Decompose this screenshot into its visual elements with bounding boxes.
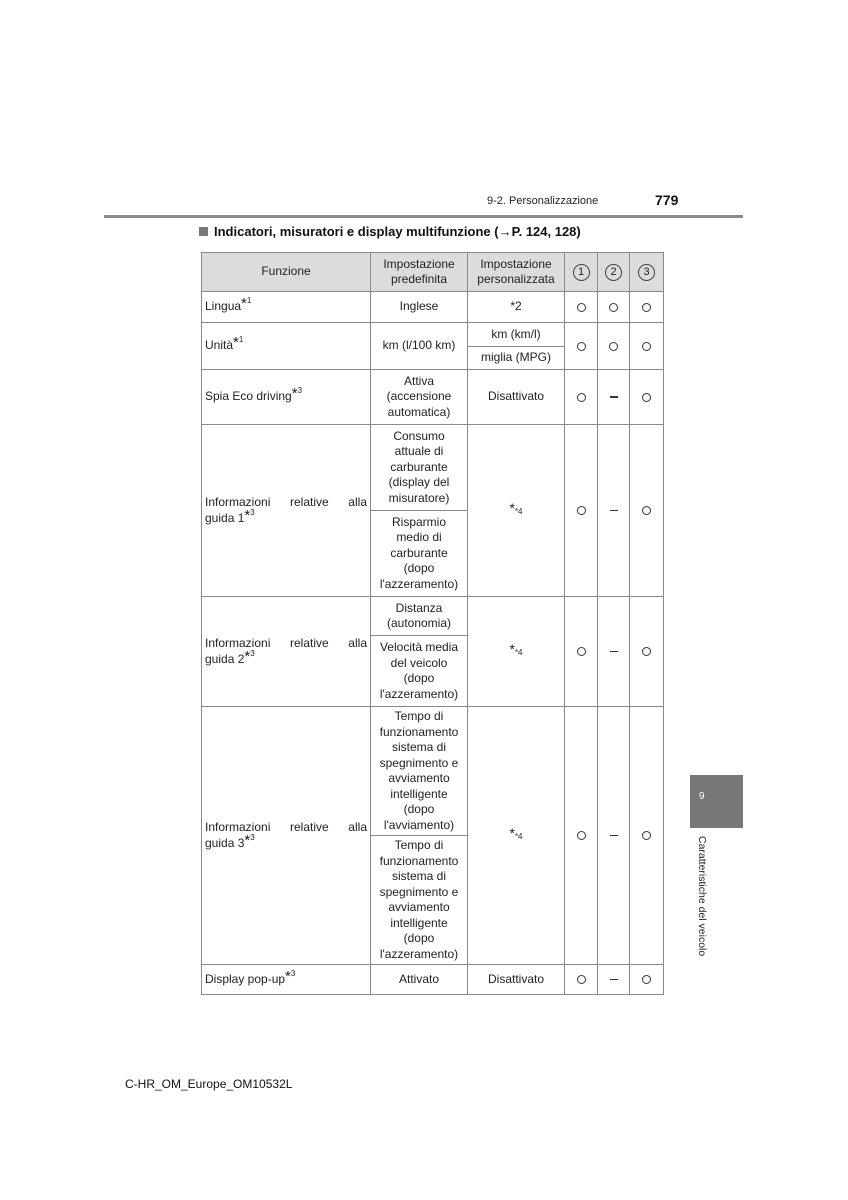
dash-icon [610, 651, 618, 652]
default-cell: Tempo di funzionamento sistema di spegnimento e avviamento intelligente (dopo l'avviamento) [371, 707, 468, 836]
method-2-cell [598, 292, 630, 323]
circle-icon [609, 342, 618, 351]
table-row [202, 707, 664, 836]
default-cell: Distanza (autonomia) [371, 597, 468, 636]
circle-icon [642, 975, 651, 984]
custom-cell: Disattivato [468, 965, 565, 995]
square-bullet-icon [199, 227, 208, 236]
footnote-asterisk: * [285, 967, 291, 985]
method-3-cell [630, 425, 664, 597]
circle-icon [577, 342, 586, 351]
function-cell: Informazioni relative alla guida 2$^{*3}$ [202, 597, 371, 707]
default-cell: Attiva (accensione automatica) [371, 370, 468, 425]
chapter-number: 9 [699, 791, 705, 802]
custom-cell: miglia (MPG) [468, 347, 565, 370]
dash-icon [610, 396, 618, 397]
circle-icon [577, 393, 586, 402]
method-3-cell [630, 323, 664, 370]
circle-icon [642, 393, 651, 402]
circled-two-icon: 2 [605, 264, 622, 281]
table-row [202, 370, 664, 425]
table-row [202, 292, 664, 323]
circle-icon [577, 506, 586, 515]
custom-cell: *2 [468, 292, 565, 323]
dash-icon [610, 835, 618, 836]
function-cell: Display pop-up$^{*3}$ [202, 965, 371, 995]
circle-icon [642, 342, 651, 351]
circle-icon [577, 647, 586, 656]
method-2-cell [598, 597, 630, 707]
method-1-cell [565, 292, 598, 323]
document-code: C-HR_OM_Europe_OM10532L [125, 1077, 293, 1091]
method-1-cell [565, 425, 598, 597]
footnote-asterisk: * [509, 641, 515, 658]
circle-icon [642, 647, 651, 656]
footnote-asterisk: * [244, 647, 251, 665]
heading-page-ref: P. 124, 128) [511, 224, 581, 239]
footnote-asterisk: * [509, 825, 515, 842]
column-header-function: Funzione [202, 253, 371, 292]
method-1-cell [565, 965, 598, 995]
default-cell: Risparmio medio di carburante (dopo l'azzeramento) [371, 511, 468, 597]
method-2-cell [598, 370, 630, 425]
section-heading [199, 224, 581, 239]
footnote-asterisk: * [291, 385, 298, 403]
method-2-cell [598, 425, 630, 597]
custom-cell: km (km/l) [468, 323, 565, 347]
default-cell: Inglese [371, 292, 468, 323]
page-number: 779 [655, 192, 679, 208]
function-cell: Spia Eco driving$^{*3}$ [202, 370, 371, 425]
arrow-icon: → [498, 224, 512, 239]
circle-icon [577, 303, 586, 312]
column-header-default: Impostazione predefinita [371, 253, 468, 292]
footnote-asterisk: * [241, 295, 247, 313]
circled-three-icon: 3 [638, 264, 655, 281]
circle-icon [609, 303, 618, 312]
table-header-row [202, 253, 664, 292]
method-2-cell [598, 707, 630, 965]
column-header-custom: Impostazione personalizzata [468, 253, 565, 292]
table-row [202, 597, 664, 636]
circle-icon [642, 303, 651, 312]
footnote-asterisk: * [509, 500, 515, 517]
footnote-asterisk: * [233, 334, 239, 352]
default-cell: Tempo di funzionamento sistema di spegnimento e avviamento intelligente (dopo l'azzeramento) [371, 836, 468, 965]
circle-icon [577, 975, 586, 984]
method-1-cell [565, 323, 598, 370]
method-3-cell [630, 292, 664, 323]
custom-cell: **4 [468, 707, 565, 965]
heading-text: Indicatori, misuratori e display multifunzione ( [214, 224, 499, 239]
custom-cell: **4 [468, 597, 565, 707]
header-divider [104, 215, 743, 218]
circle-icon [577, 831, 586, 840]
default-cell: km (l/100 km) [371, 323, 468, 370]
method-2-cell [598, 323, 630, 370]
footnote-asterisk: * [244, 506, 251, 524]
table-row [202, 323, 664, 347]
chapter-tab [690, 775, 743, 828]
column-header-method-2 [598, 253, 630, 292]
method-1-cell [565, 707, 598, 965]
table-row [202, 425, 664, 511]
settings-table [201, 252, 664, 995]
method-3-cell [630, 965, 664, 995]
dash-icon [610, 510, 618, 511]
default-cell: Consumo attuale di carburante (display del misuratore) [371, 425, 468, 511]
circled-one-icon: 1 [573, 264, 590, 281]
section-title: 9-2. Personalizzazione [487, 195, 599, 207]
method-1-cell [565, 370, 598, 425]
column-header-method-3 [630, 253, 664, 292]
method-3-cell [630, 597, 664, 707]
table-row [202, 965, 664, 995]
circle-icon [642, 506, 651, 515]
method-3-cell [630, 707, 664, 965]
default-cell: Attivato [371, 965, 468, 995]
column-header-method-1 [565, 253, 598, 292]
dash-icon [610, 979, 618, 980]
method-1-cell [565, 597, 598, 707]
function-cell: Lingua$^{*1}$ [202, 292, 371, 323]
custom-cell: Disattivato [468, 370, 565, 425]
function-cell: Unità$^{*1}$ [202, 323, 371, 370]
function-cell: Informazioni relative alla guida 3$^{*3}$ [202, 707, 371, 965]
custom-cell: **4 [468, 425, 565, 597]
footnote-asterisk: * [244, 831, 251, 849]
function-cell: Informazioni relative alla guida 1$^{*3}$ [202, 425, 371, 597]
default-cell: Velocità media del veicolo (dopo l'azzeramento) [371, 636, 468, 707]
method-2-cell [598, 965, 630, 995]
method-3-cell [630, 370, 664, 425]
chapter-label: Caratteristiche del veicolo [696, 836, 708, 957]
circle-icon [642, 831, 651, 840]
